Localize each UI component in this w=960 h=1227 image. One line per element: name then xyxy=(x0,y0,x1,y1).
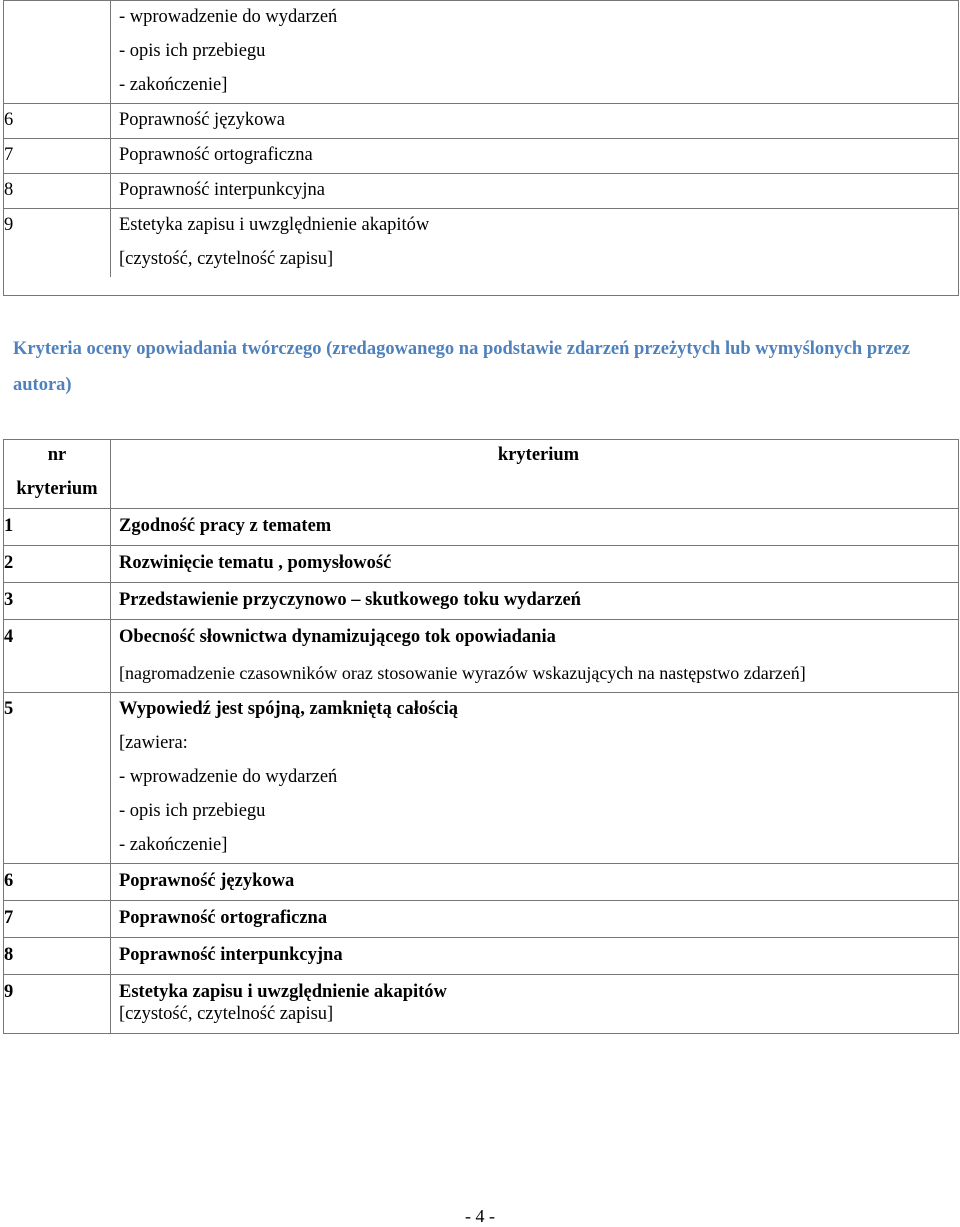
row-number: 2 xyxy=(4,546,111,582)
row-number: 4 xyxy=(4,620,111,692)
row-text-line: [zawiera: xyxy=(119,733,188,753)
row-number: 9 xyxy=(4,975,111,1033)
row-text-line: [czystość, czytelność zapisu] xyxy=(119,249,334,269)
criteria-table xyxy=(3,439,959,1034)
row-text-line: Estetyka zapisu i uwzględnienie akapitów xyxy=(119,982,447,1002)
table-row xyxy=(4,173,958,208)
row-number: 9 xyxy=(4,209,111,277)
row-number: 5 xyxy=(4,693,111,863)
row-text-line: Poprawność ortograficzna xyxy=(119,145,313,165)
row-number xyxy=(4,1,111,103)
row-text-line: Rozwinięcie tematu , pomysłowość xyxy=(119,553,392,573)
row-number: 8 xyxy=(4,174,111,208)
row-text-line: Wypowiedź jest spójną, zamkniętą całością xyxy=(119,699,458,719)
table-row xyxy=(4,582,958,619)
header-nr-line2: kryterium xyxy=(16,479,98,499)
table-row xyxy=(4,937,958,974)
row-text-line: Zgodność pracy z tematem xyxy=(119,516,332,536)
row-text-line: Poprawność językowa xyxy=(119,110,285,130)
row-number: 8 xyxy=(4,938,111,974)
header-nr xyxy=(4,440,111,508)
row-text-line: Przedstawienie przyczynowo – skutkowego toku wydarzeń xyxy=(119,590,581,610)
row-number: 6 xyxy=(4,104,111,138)
header-criterion-label: kryterium xyxy=(497,445,580,465)
table-header-row xyxy=(4,440,958,508)
table-row xyxy=(4,900,958,937)
row-text-line: Poprawność interpunkcyjna xyxy=(119,945,343,965)
row-text-line: Poprawność interpunkcyjna xyxy=(119,180,326,200)
row-text-line: [czystość, czytelność zapisu] xyxy=(119,1004,334,1024)
table-row xyxy=(4,208,958,277)
row-number: 3 xyxy=(4,583,111,619)
header-nr-line1: nr xyxy=(47,445,67,465)
row-number: 6 xyxy=(4,864,111,900)
table-row xyxy=(4,692,958,863)
row-text-line: Estetyka zapisu i uwzględnienie akapitów xyxy=(119,215,430,235)
row-text-line: Obecność słownictwa dynamizującego tok opowiadania xyxy=(119,627,556,647)
row-number: 7 xyxy=(4,901,111,937)
row-text-line: [nagromadzenie czasowników oraz stosowanie wyrazów wskazujących na następstwo zdarzeń] xyxy=(119,663,806,683)
row-text-line: Poprawność ortograficzna xyxy=(119,908,328,928)
row-text-line: - zakończenie] xyxy=(119,835,228,855)
row-text-line: - opis ich przebiegu xyxy=(119,801,266,821)
row-number: 1 xyxy=(4,509,111,545)
table-row xyxy=(4,138,958,173)
continued-criteria-table xyxy=(3,0,959,296)
row-text xyxy=(111,1,958,103)
table-row xyxy=(4,545,958,582)
section-heading: Kryteria oceny opowiadania twórczego (zredagowanego na podstawie zdarzeń przeżytych lub wymyślonych przez autora) xyxy=(13,339,910,395)
table-row xyxy=(4,974,958,1033)
table-row xyxy=(4,619,958,692)
row-text-line: - wprowadzenie do wydarzeń xyxy=(119,767,338,787)
table-row xyxy=(4,103,958,138)
header-criterion xyxy=(111,440,958,508)
row-text-line: Poprawność językowa xyxy=(119,871,295,891)
table-row xyxy=(4,863,958,900)
page-number: - 4 - xyxy=(465,1206,495,1226)
row-text-line: - zakończenie] xyxy=(119,75,228,95)
row-text-line: - wprowadzenie do wydarzeń xyxy=(119,7,338,27)
table-row xyxy=(4,508,958,545)
table-row xyxy=(4,1,958,103)
row-number: 7 xyxy=(4,139,111,173)
row-text-line: - opis ich przebiegu xyxy=(119,41,266,61)
